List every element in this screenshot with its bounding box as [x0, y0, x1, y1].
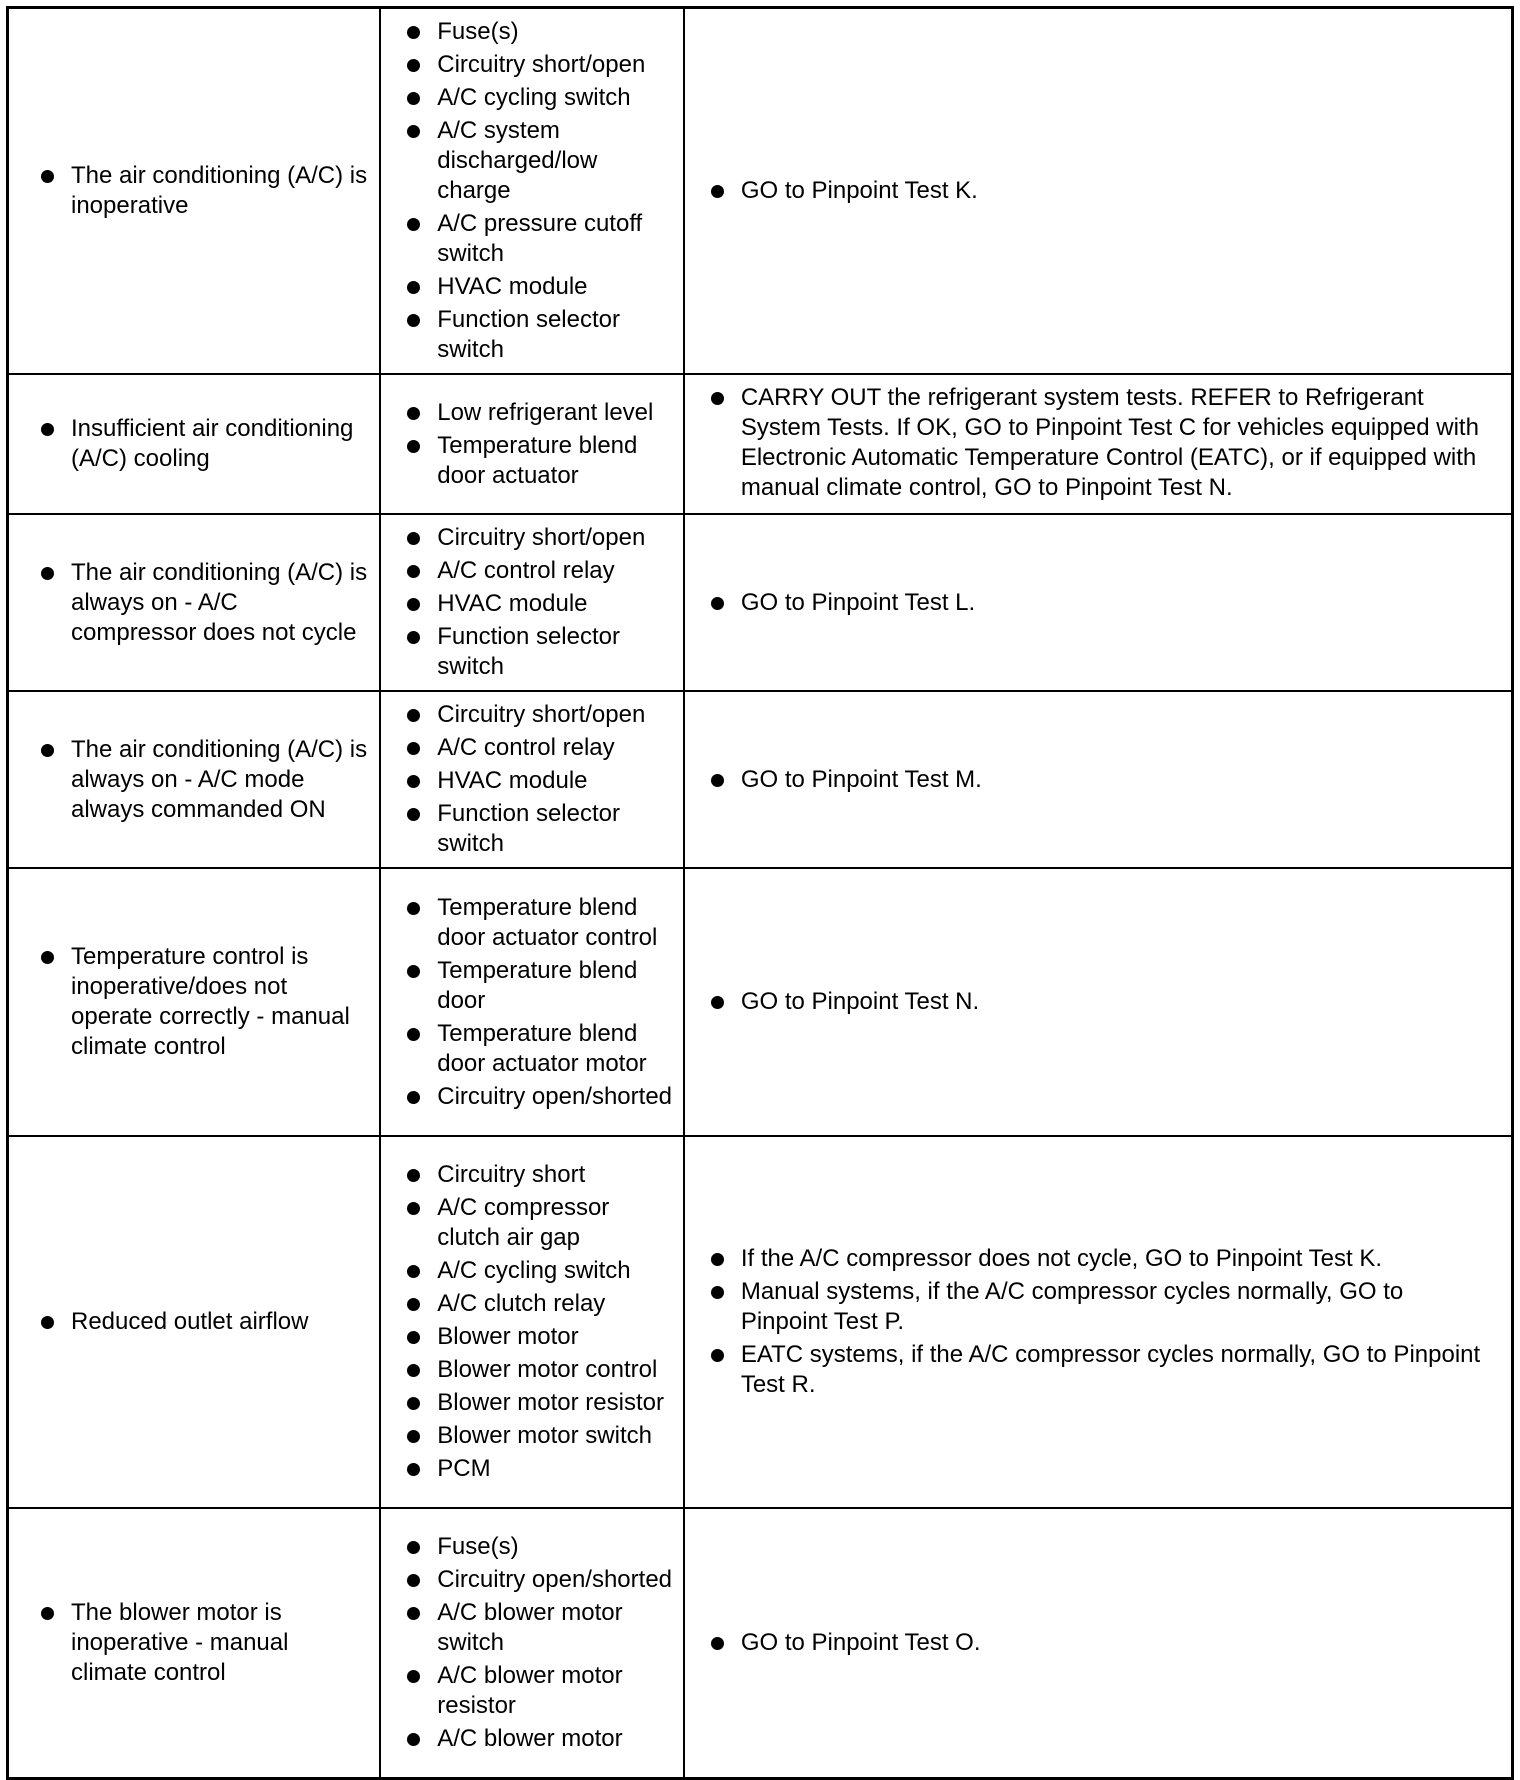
- table-row: [8, 8, 1513, 375]
- possible-source-item: Temperature blend door actuator: [405, 431, 675, 491]
- condition-cell: [8, 691, 381, 868]
- possible-source-item: Blower motor: [405, 1322, 675, 1352]
- possible-source-item: Circuitry short/open: [405, 523, 675, 553]
- possible-source-item: A/C control relay: [405, 733, 675, 763]
- possible-source-item: Circuitry short: [405, 1160, 675, 1190]
- possible-source-item: Blower motor resistor: [405, 1388, 675, 1418]
- possible-source-cell: [380, 514, 684, 691]
- action-item: GO to Pinpoint Test M.: [709, 765, 1481, 795]
- possible-source-item: A/C clutch relay: [405, 1289, 675, 1319]
- possible-source-item: Low refrigerant level: [405, 398, 675, 428]
- condition-cell: [8, 8, 381, 375]
- possible-source-item: PCM: [405, 1454, 675, 1484]
- condition-text: The air conditioning (A/C) is inoperative: [39, 161, 369, 221]
- possible-source-cell: [380, 1136, 684, 1508]
- condition-text: The blower motor is inoperative - manual climate control: [39, 1598, 369, 1688]
- possible-source-item: Fuse(s): [405, 17, 675, 47]
- action-item: GO to Pinpoint Test N.: [709, 987, 1481, 1017]
- possible-source-cell: [380, 374, 684, 514]
- condition-text: Temperature control is inoperative/does not operate correctly - manual climate control: [39, 942, 369, 1062]
- possible-source-item: HVAC module: [405, 766, 675, 796]
- possible-source-cell: [380, 868, 684, 1136]
- condition-cell: [8, 514, 381, 691]
- possible-source-item: A/C compressor clutch air gap: [405, 1193, 675, 1253]
- action-cell: [684, 374, 1513, 514]
- possible-source-item: HVAC module: [405, 589, 675, 619]
- table-row: [8, 514, 1513, 691]
- possible-source-item: Blower motor control: [405, 1355, 675, 1385]
- table-row: [8, 1136, 1513, 1508]
- possible-source-cell: [380, 8, 684, 375]
- symptom-chart-table: [6, 6, 1514, 1780]
- condition-cell: [8, 868, 381, 1136]
- action-item: GO to Pinpoint Test K.: [709, 176, 1481, 206]
- action-cell: [684, 868, 1513, 1136]
- possible-source-cell: [380, 691, 684, 868]
- possible-source-item: Blower motor switch: [405, 1421, 675, 1451]
- possible-source-item: Function selector switch: [405, 622, 675, 682]
- possible-source-cell: [380, 1508, 684, 1778]
- possible-source-item: A/C blower motor: [405, 1724, 675, 1754]
- action-item: If the A/C compressor does not cycle, GO to Pinpoint Test K.: [709, 1244, 1481, 1274]
- condition-text: Insufficient air conditioning (A/C) cooling: [39, 414, 369, 474]
- action-item: GO to Pinpoint Test L.: [709, 588, 1481, 618]
- possible-source-item: A/C pressure cutoff switch: [405, 209, 675, 269]
- possible-source-item: Circuitry open/shorted: [405, 1082, 675, 1112]
- possible-source-item: Function selector switch: [405, 305, 675, 365]
- possible-source-item: A/C blower motor resistor: [405, 1661, 675, 1721]
- possible-source-item: Function selector switch: [405, 799, 675, 859]
- table-row: [8, 1508, 1513, 1778]
- possible-source-item: Circuitry open/shorted: [405, 1565, 675, 1595]
- action-item: CARRY OUT the refrigerant system tests. REFER to Refrigerant System Tests. If OK, GO to Pinpoint Test C for vehicles equipped with Electronic Automatic Temperature Control (EATC), or if equipped with manual climate control, GO to Pinpoint Test N.: [709, 383, 1481, 503]
- condition-cell: [8, 1136, 381, 1508]
- possible-source-item: Temperature blend door: [405, 956, 675, 1016]
- possible-source-item: Fuse(s): [405, 1532, 675, 1562]
- condition-text: The air conditioning (A/C) is always on - A/C mode always commanded ON: [39, 735, 369, 825]
- possible-source-item: Temperature blend door actuator motor: [405, 1019, 675, 1079]
- action-item: Manual systems, if the A/C compressor cycles normally, GO to Pinpoint Test P.: [709, 1277, 1481, 1337]
- possible-source-item: Temperature blend door actuator control: [405, 893, 675, 953]
- condition-cell: [8, 374, 381, 514]
- possible-source-item: A/C control relay: [405, 556, 675, 586]
- possible-source-item: Circuitry short/open: [405, 50, 675, 80]
- condition-text: The air conditioning (A/C) is always on - A/C compressor does not cycle: [39, 558, 369, 648]
- table-row: [8, 868, 1513, 1136]
- action-cell: [684, 691, 1513, 868]
- condition-cell: [8, 1508, 381, 1778]
- action-cell: [684, 1136, 1513, 1508]
- action-cell: [684, 514, 1513, 691]
- possible-source-item: HVAC module: [405, 272, 675, 302]
- possible-source-item: A/C cycling switch: [405, 83, 675, 113]
- possible-source-item: A/C system discharged/low charge: [405, 116, 675, 206]
- possible-source-item: A/C cycling switch: [405, 1256, 675, 1286]
- table-row: [8, 374, 1513, 514]
- condition-text: Reduced outlet airflow: [39, 1307, 369, 1337]
- action-item: GO to Pinpoint Test O.: [709, 1628, 1481, 1658]
- action-item: EATC systems, if the A/C compressor cycles normally, GO to Pinpoint Test R.: [709, 1340, 1481, 1400]
- possible-source-item: Circuitry short/open: [405, 700, 675, 730]
- action-cell: [684, 1508, 1513, 1778]
- possible-source-item: A/C blower motor switch: [405, 1598, 675, 1658]
- table-row: [8, 691, 1513, 868]
- action-cell: [684, 8, 1513, 375]
